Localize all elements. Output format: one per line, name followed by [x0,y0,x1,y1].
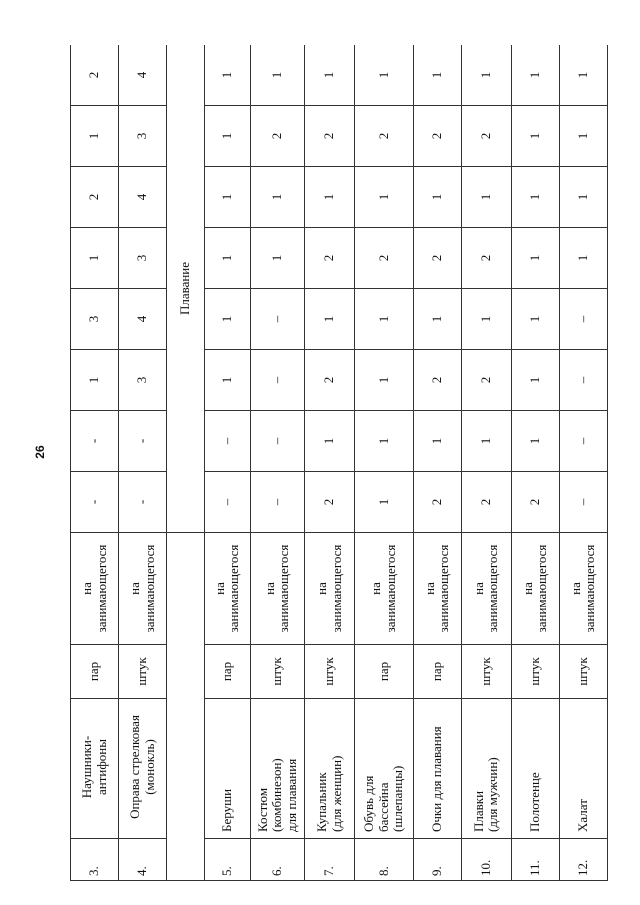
table-row [511,45,559,881]
unit-cell: штук [559,645,607,699]
per-cell: на занимающегося [559,533,607,645]
quantity-cell: 1 [250,228,304,289]
quantity-cell: 1 [355,411,414,472]
row-number: 7. [304,839,354,881]
quantity-cell: 1 [355,167,414,228]
quantity-cell: 1 [304,411,354,472]
quantity-cell: 2 [355,106,414,167]
row-number: 3. [71,839,119,881]
quantity-cell: 1 [355,472,414,533]
table-row [250,45,304,881]
quantity-cell: 4 [119,289,167,350]
quantity-cell: 1 [355,350,414,411]
quantity-cell: 2 [355,228,414,289]
row-number: 4. [119,839,167,881]
per-cell: на занимающегося [119,533,167,645]
quantity-cell: 3 [119,106,167,167]
row-number: 11. [511,839,559,881]
quantity-cell: 2 [461,106,511,167]
quantity-cell: 1 [461,289,511,350]
quantity-cell: 1 [511,228,559,289]
quantity-cell: 2 [304,228,354,289]
table-row [461,45,511,881]
section-spacer [167,533,205,881]
item-name: Очки для плавания [413,699,461,839]
quantity-cell: 1 [71,228,119,289]
quantity-cell: 1 [304,167,354,228]
unit-cell: штук [461,645,511,699]
row-number: 12. [559,839,607,881]
item-name: Наушники- антифоны [71,699,119,839]
quantity-cell: - [119,472,167,533]
page-number: 26 [33,445,47,459]
quantity-cell: 2 [413,350,461,411]
table-row [413,45,461,881]
quantity-cell: 2 [304,106,354,167]
quantity-cell: 1 [204,106,250,167]
quantity-cell: – [250,411,304,472]
quantity-cell: – [250,472,304,533]
quantity-cell: 1 [304,289,354,350]
equipment-table-sheet [70,45,608,881]
quantity-cell: 1 [204,167,250,228]
section-row [167,45,205,881]
quantity-cell: 1 [511,350,559,411]
quantity-cell: 1 [204,45,250,106]
quantity-cell: 2 [71,167,119,228]
quantity-cell: 1 [204,228,250,289]
quantity-cell: 1 [511,167,559,228]
unit-cell: штук [511,645,559,699]
unit-cell: пар [71,645,119,699]
quantity-cell: 1 [461,45,511,106]
item-name: Плавки (для мужчин) [461,699,511,839]
quantity-cell: 2 [250,106,304,167]
quantity-cell: - [71,472,119,533]
quantity-cell: – [559,472,607,533]
rotated-page-content [70,45,608,881]
quantity-cell: 1 [413,45,461,106]
quantity-cell: 1 [355,289,414,350]
quantity-cell: 1 [250,167,304,228]
quantity-cell: 3 [119,350,167,411]
per-cell: на занимающегося [71,533,119,645]
per-cell: на занимающегося [413,533,461,645]
quantity-cell: 1 [71,350,119,411]
quantity-cell: - [119,411,167,472]
quantity-cell: 2 [71,45,119,106]
quantity-cell: 1 [559,228,607,289]
row-number: 6. [250,839,304,881]
item-name: Полотенце [511,699,559,839]
unit-cell: пар [355,645,414,699]
quantity-cell: 1 [511,289,559,350]
quantity-cell: – [204,411,250,472]
quantity-cell: 1 [204,289,250,350]
per-cell: на занимающегося [461,533,511,645]
quantity-cell: 1 [413,411,461,472]
item-name: Беруши [204,699,250,839]
quantity-cell: 1 [413,289,461,350]
quantity-cell: 4 [119,45,167,106]
quantity-cell: 1 [71,106,119,167]
item-name: Оправа стрелковая (монокль) [119,699,167,839]
table-row [71,45,119,881]
quantity-cell: 2 [304,350,354,411]
quantity-cell: 1 [559,106,607,167]
per-cell: на занимающегося [355,533,414,645]
table-row [559,45,607,881]
quantity-cell: 2 [413,228,461,289]
table-row [204,45,250,881]
quantity-cell: – [559,350,607,411]
per-cell: на занимающегося [511,533,559,645]
quantity-cell: 4 [119,167,167,228]
row-number: 9. [413,839,461,881]
quantity-cell: 2 [461,350,511,411]
quantity-cell: – [250,289,304,350]
section-title: Плавание [167,45,205,533]
item-name: Купальник (для женщин) [304,699,354,839]
quantity-cell: 2 [413,106,461,167]
row-number: 5. [204,839,250,881]
quantity-cell: 1 [204,350,250,411]
quantity-cell: 2 [461,228,511,289]
quantity-cell: 1 [461,167,511,228]
quantity-cell: 1 [559,45,607,106]
quantity-cell: 3 [71,289,119,350]
quantity-cell: 2 [511,472,559,533]
per-cell: на занимающегося [250,533,304,645]
row-number: 10. [461,839,511,881]
quantity-cell: – [204,472,250,533]
quantity-cell: 1 [413,167,461,228]
quantity-cell: 1 [511,45,559,106]
unit-cell: штук [304,645,354,699]
quantity-cell: 1 [511,106,559,167]
unit-cell: пар [413,645,461,699]
item-name: Обувь для бассейна (шлепанцы) [355,699,414,839]
quantity-cell: 1 [304,45,354,106]
item-name: Халат [559,699,607,839]
equipment-table [70,45,608,881]
table-row [355,45,414,881]
unit-cell: штук [119,645,167,699]
per-cell: на занимающегося [304,533,354,645]
quantity-cell: 1 [461,411,511,472]
quantity-cell: 1 [511,411,559,472]
quantity-cell: 2 [461,472,511,533]
quantity-cell: 3 [119,228,167,289]
quantity-cell: 1 [559,167,607,228]
per-cell: на занимающегося [204,533,250,645]
quantity-cell: - [71,411,119,472]
table-row [119,45,167,881]
table-row [304,45,354,881]
item-name: Костюм (комбинезон) для плавания [250,699,304,839]
unit-cell: штук [250,645,304,699]
quantity-cell: 2 [413,472,461,533]
row-number: 8. [355,839,414,881]
quantity-cell: – [559,411,607,472]
quantity-cell: – [559,289,607,350]
unit-cell: пар [204,645,250,699]
quantity-cell: – [250,350,304,411]
quantity-cell: 2 [304,472,354,533]
quantity-cell: 1 [250,45,304,106]
quantity-cell: 1 [355,45,414,106]
